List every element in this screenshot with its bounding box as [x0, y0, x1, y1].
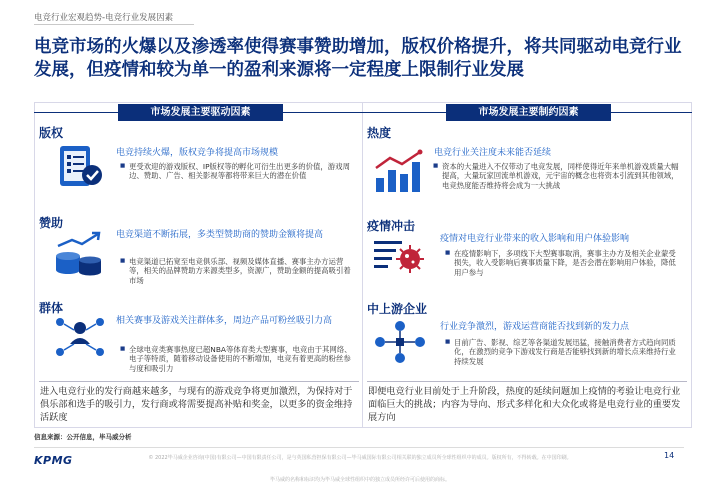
- section-headline: 行业竞争激烈，游戏运营商能否找到新的发力点: [440, 322, 630, 332]
- virus-icon: [372, 235, 428, 283]
- summary-divider: [367, 381, 687, 382]
- trademark-text: 毕马威的名称和标识均为毕马威全球性组织中的独立成员所经许可后使用的商标。: [269, 477, 450, 483]
- page-number: 14: [664, 451, 675, 460]
- footer-divider: [34, 447, 684, 448]
- people-network-icon: [52, 314, 108, 362]
- copyright-text: © 2022毕马威企业咨询(中国)有限公司—中国有限责任公司，是与英国私营担保有限公司—毕马威国际有限公司相关联的独立成员所全球性组织中的成员。版权所有，不得转载。在中国印刷。: [148, 455, 572, 461]
- section-bullet: ■ 资本的大量进入不仅带动了电竞发展，同样使得近年来单机游戏质量大幅提高，大量玩家回流单机游戏，元宇宙的概念也将资本引流到其他领域，电竞热度能否维持将会成为一大挑战: [442, 162, 682, 190]
- checklist-tablet-icon: [52, 142, 108, 190]
- drivers-summary: 进入电竞行业的发行商越来越多，与现有的游戏竞争将更加激烈，为保持对于俱乐部和选手的吸引力，发行商或将需要提高补贴和奖金，以更多的资金维持活跃度: [40, 386, 353, 423]
- section-headline: 电竞行业关注度未来能否延续: [434, 148, 552, 158]
- section-label-upstream: 中上游企业: [367, 302, 428, 316]
- section-bullet: ■ 目前广告、影视、综艺等各渠道发展迅猛，接触消费者方式趋向同质化，在激烈的竞争下游戏发行商是否能够找到新的增长点来维持行业持续发展: [454, 338, 682, 366]
- section-bullet: ■ 更受欢迎的游戏版权、IP版权等的孵化可衍生出更多的价值，游戏周边、赞助、广告、相关影视等都将带来巨大的潜在价值: [129, 162, 354, 181]
- section-bullet: ■ 在疫情影响下，多项线下大型赛事取消，赛事主办方及相关企业蒙受损失，收入受影响后赛事质量下降，是否会潜在影响用户体验，降低用户参与: [454, 249, 682, 277]
- section-headline: 电竞渠道不断拓展，多类型赞助商的赞助金额将提高: [116, 230, 324, 240]
- section-headline: 相关赛事及游戏关注群体多，周边产品可粉丝吸引力高: [116, 316, 333, 326]
- constraints-summary: 即便电竞行业目前处于上升阶段，热度的延续问题加上疫情的考验让电竞行业面临巨大的挑战；内容为导向、形式多样化和大众化或将是电竞行业的重要发展方向: [368, 386, 681, 423]
- summary-divider: [39, 381, 359, 382]
- page-title: 电竞市场的火爆以及渗透率使得赛事赞助增加，版权价格提升，将共同驱动电竞行业发展，但疫情和较为单一的盈利来源将一定程度上限制行业发展: [34, 37, 682, 80]
- drivers-panel: [34, 102, 364, 428]
- section-label-sponsorship: 赞助: [39, 216, 64, 230]
- section-headline: 疫情对电竞行业带来的收入影响和用户体验影响: [440, 234, 630, 244]
- section-label-popularity: 热度: [367, 126, 392, 140]
- growth-chart-icon: [372, 148, 428, 196]
- section-label-copyright: 版权: [39, 126, 64, 140]
- section-label-pandemic: 疫情冲击: [367, 219, 416, 233]
- constraints-panel: [362, 102, 692, 428]
- industry-chain-icon: [372, 318, 428, 366]
- panel-header: [34, 102, 364, 120]
- section-bullet: ■ 电竞渠道已拓宽至电竞俱乐部、视频及媒体直播、赛事主办方运营等，相关的品牌赞助方来源类型多，资源广，赞助金额的提高吸引着市场: [129, 257, 354, 285]
- breadcrumb-divider: [34, 24, 194, 25]
- drivers-header: 市场发展主要驱动因素: [118, 104, 283, 121]
- constraints-header: 市场发展主要制约因素: [446, 104, 611, 121]
- breadcrumb: 电竞行业宏观趋势-电竞行业发展因素: [34, 13, 174, 23]
- source-note: 信息来源：公开信息，毕马威分析: [34, 433, 132, 441]
- section-bullet: ■ 全球电竞类赛事热度已超NBA等体育类大型赛事，电竞由于其网络、电子等特质，随着移动设备使用的不断增加，电竞有着更高的粉丝参与度和吸引力: [129, 345, 354, 373]
- panel-header: [362, 102, 692, 120]
- section-headline: 电竞持续火爆，版权竞争将提高市场规模: [116, 148, 279, 158]
- section-label-audience: 群体: [39, 301, 64, 315]
- kpmg-logo: KPMG: [34, 454, 73, 467]
- coins-growth-icon: [52, 230, 108, 278]
